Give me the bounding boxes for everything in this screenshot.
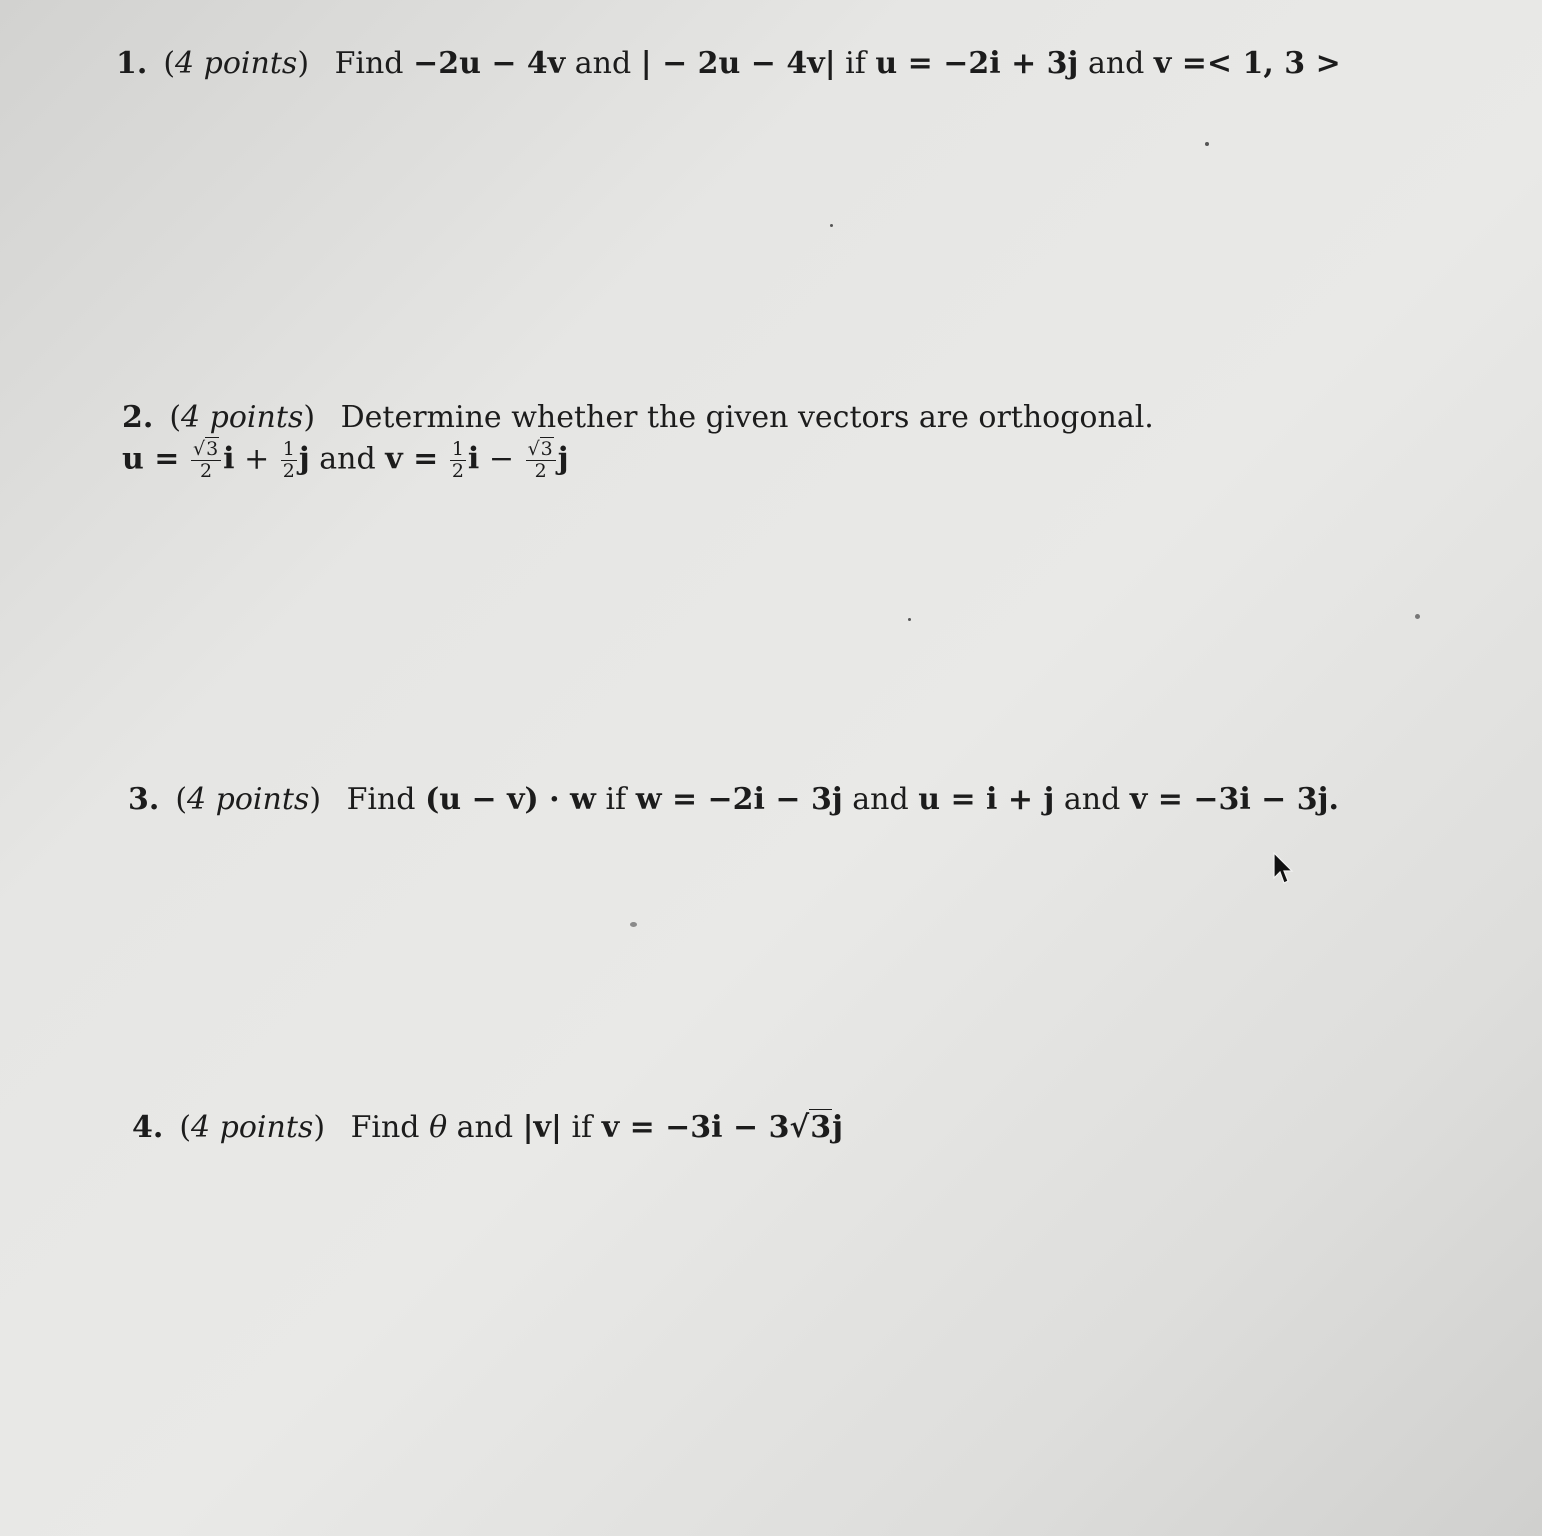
problem-number: 4. (132, 1110, 164, 1145)
theta-symbol: θ (429, 1110, 448, 1145)
problem-text: Determine whether the given vectors are orthogonal. (340, 400, 1154, 435)
v-definition: v = −3i − 3√3j (601, 1110, 843, 1145)
connector-and: and (852, 782, 909, 817)
minus-sign: − (488, 441, 515, 477)
points-label: (4 points) (175, 782, 322, 817)
problem-3 (128, 782, 1339, 818)
connector-and: and (1063, 782, 1121, 817)
connector-if: if (605, 782, 627, 817)
problem-2-vectors (122, 440, 569, 481)
v-definition: v =< 1, 3 > (1153, 46, 1341, 81)
fraction-sqrt3-over-2: $\frac{√3}{2}$ (191, 440, 221, 481)
instruction-find: Find (350, 1110, 420, 1145)
connector-and: and (574, 46, 632, 81)
j-unit: j (298, 441, 310, 477)
paper-speck (630, 922, 637, 927)
problem-number: 1. (116, 46, 148, 81)
v-label: v = (385, 441, 439, 477)
connector-if: if (845, 46, 866, 81)
i-unit: i (467, 441, 480, 477)
u-definition: u = i + j (918, 782, 1055, 817)
points-label: (4 points) (169, 400, 316, 435)
problem-2 (122, 400, 1154, 436)
connector-if: if (571, 1110, 593, 1145)
points-label: (4 points) (179, 1110, 326, 1145)
i-unit: i (223, 441, 235, 477)
problem-number: 3. (128, 782, 160, 817)
sqrt-3: √3 (789, 1110, 832, 1145)
paper-speck (1415, 614, 1420, 619)
connector-and: and (456, 1110, 514, 1145)
instruction-find: Find (346, 782, 416, 817)
dot-product-expression: (u − v) · w (425, 782, 596, 817)
connector-and: and (319, 441, 376, 477)
paper-speck (1205, 142, 1209, 146)
fraction-one-half: $\frac{1}{2}$ (451, 438, 464, 482)
problem-4 (132, 1110, 843, 1146)
problem-1 (116, 46, 1341, 82)
paper-speck (908, 618, 911, 621)
magnitude-expression: | − 2u − 4v| (640, 46, 836, 81)
j-unit: j (557, 441, 569, 477)
points-label: (4 points) (163, 46, 310, 81)
fraction-sqrt3-over-2: $\frac{√3}{2}$ (526, 440, 556, 481)
u-definition: u = −2i + 3j (875, 46, 1079, 81)
v-definition: v = −3i − 3j. (1129, 782, 1339, 817)
magnitude-v: |v| (522, 1110, 562, 1145)
plus-sign: + (244, 441, 270, 477)
problem-number: 2. (122, 400, 154, 435)
expression: −2u − 4v (413, 46, 566, 81)
fraction-one-half: $\frac{1}{2}$ (282, 438, 295, 482)
w-definition: w = −2i − 3j (635, 782, 843, 817)
u-label: u = (122, 441, 180, 477)
connector-and: and (1087, 46, 1145, 81)
instruction-find: Find (334, 46, 404, 81)
mouse-cursor-icon (1272, 852, 1296, 886)
paper-speck (830, 224, 833, 227)
